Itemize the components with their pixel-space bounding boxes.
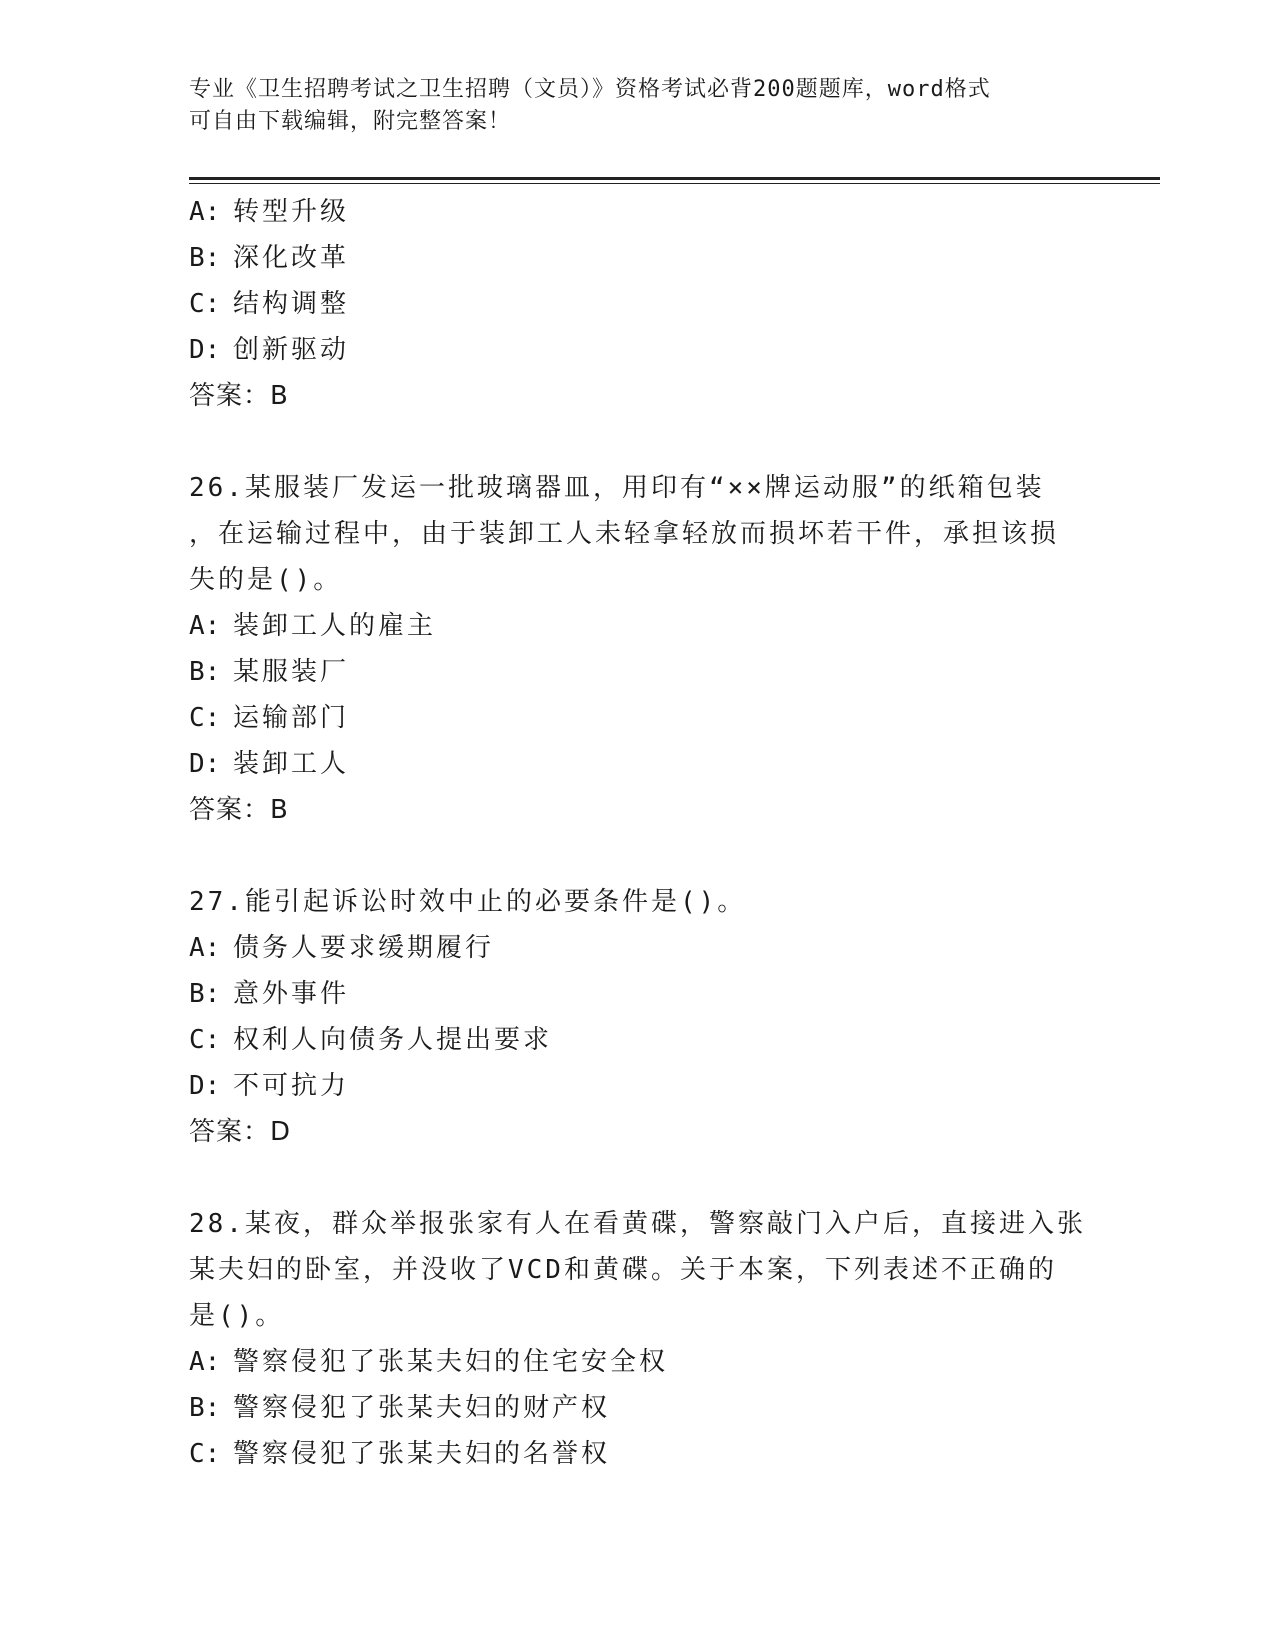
- header-line-1: 专业《卫生招聘考试之卫生招聘（文员）》资格考试必背200题题库，word格式: [189, 77, 991, 102]
- question-stem-line: 27.能引起诉讼时效中止的必要条件是()。: [189, 887, 747, 917]
- option-b: [189, 649, 1089, 695]
- option-label: C:: [189, 1025, 221, 1055]
- answer: 答案：B: [189, 795, 289, 825]
- option-label: B:: [189, 243, 221, 273]
- option-c: [189, 695, 1089, 741]
- option-text: 不可抗力: [233, 1071, 350, 1101]
- option-label: C:: [189, 1439, 221, 1469]
- option-label: B:: [189, 1393, 221, 1423]
- question-stem-line: ，在运输过程中，由于装卸工人未轻拿轻放而损坏若干件，承担该损: [189, 519, 1060, 549]
- question-stem-line: 失的是()。: [189, 565, 343, 595]
- question-stem-line: 是()。: [189, 1301, 285, 1331]
- option-text: 意外事件: [233, 979, 350, 1009]
- option-text: 警察侵犯了张某夫妇的财产权: [233, 1393, 611, 1423]
- question-stem-line: 28.某夜，群众举报张家有人在看黄碟，警察敲门入户后，直接进入张: [189, 1209, 1086, 1239]
- spacer: [189, 1155, 1089, 1201]
- option-b: [189, 1385, 1089, 1431]
- option-c: [189, 281, 1089, 327]
- option-text: 债务人要求缓期履行: [233, 933, 495, 963]
- option-text: 转型升级: [233, 197, 350, 227]
- option-label: B:: [189, 657, 221, 687]
- question-27: [189, 879, 1089, 1155]
- spacer: [189, 419, 1089, 465]
- option-text: 权利人向债务人提出要求: [233, 1025, 553, 1055]
- option-label: C:: [189, 289, 221, 319]
- option-text: 警察侵犯了张某夫妇的名誉权: [233, 1439, 611, 1469]
- option-c: [189, 1431, 1089, 1477]
- option-label: A:: [189, 1347, 221, 1377]
- question-list: [189, 189, 1089, 1477]
- header-rule-thick: [189, 177, 1160, 180]
- question-stem-line: 26.某服装厂发运一批玻璃器皿，用印有“××牌运动服”的纸箱包装: [189, 473, 1045, 503]
- option-text: 运输部门: [233, 703, 350, 733]
- option-a: [189, 1339, 1089, 1385]
- answer: 答案：D: [189, 1117, 292, 1147]
- option-label: C:: [189, 703, 221, 733]
- option-label: A:: [189, 933, 221, 963]
- option-a: [189, 603, 1089, 649]
- option-a: [189, 189, 1089, 235]
- option-b: [189, 971, 1089, 1017]
- option-text: 某服装厂: [233, 657, 350, 687]
- question-26: [189, 465, 1089, 833]
- option-b: [189, 235, 1089, 281]
- option-d: [189, 1063, 1089, 1109]
- option-label: A:: [189, 611, 221, 641]
- question-28: [189, 1201, 1089, 1477]
- document-header: [189, 74, 1069, 138]
- option-label: D:: [189, 749, 221, 779]
- option-text: 深化改革: [233, 243, 350, 273]
- option-text: 警察侵犯了张某夫妇的住宅安全权: [233, 1347, 669, 1377]
- question-stem-line: 某夫妇的卧室，并没收了VCD和黄碟。关于本案，下列表述不正确的: [189, 1255, 1057, 1285]
- option-label: D:: [189, 1071, 221, 1101]
- option-a: [189, 925, 1089, 971]
- header-rule-thin: [189, 183, 1160, 184]
- option-label: A:: [189, 197, 221, 227]
- option-c: [189, 1017, 1089, 1063]
- spacer: [189, 833, 1089, 879]
- question-25: [189, 189, 1089, 419]
- option-d: [189, 327, 1089, 373]
- option-text: 结构调整: [233, 289, 350, 319]
- option-text: 创新驱动: [233, 335, 350, 365]
- answer: 答案：B: [189, 381, 289, 411]
- option-text: 装卸工人: [233, 749, 350, 779]
- option-d: [189, 741, 1089, 787]
- option-label: B:: [189, 979, 221, 1009]
- option-text: 装卸工人的雇主: [233, 611, 437, 641]
- header-line-2: 可自由下载编辑，附完整答案！: [189, 109, 512, 134]
- option-label: D:: [189, 335, 221, 365]
